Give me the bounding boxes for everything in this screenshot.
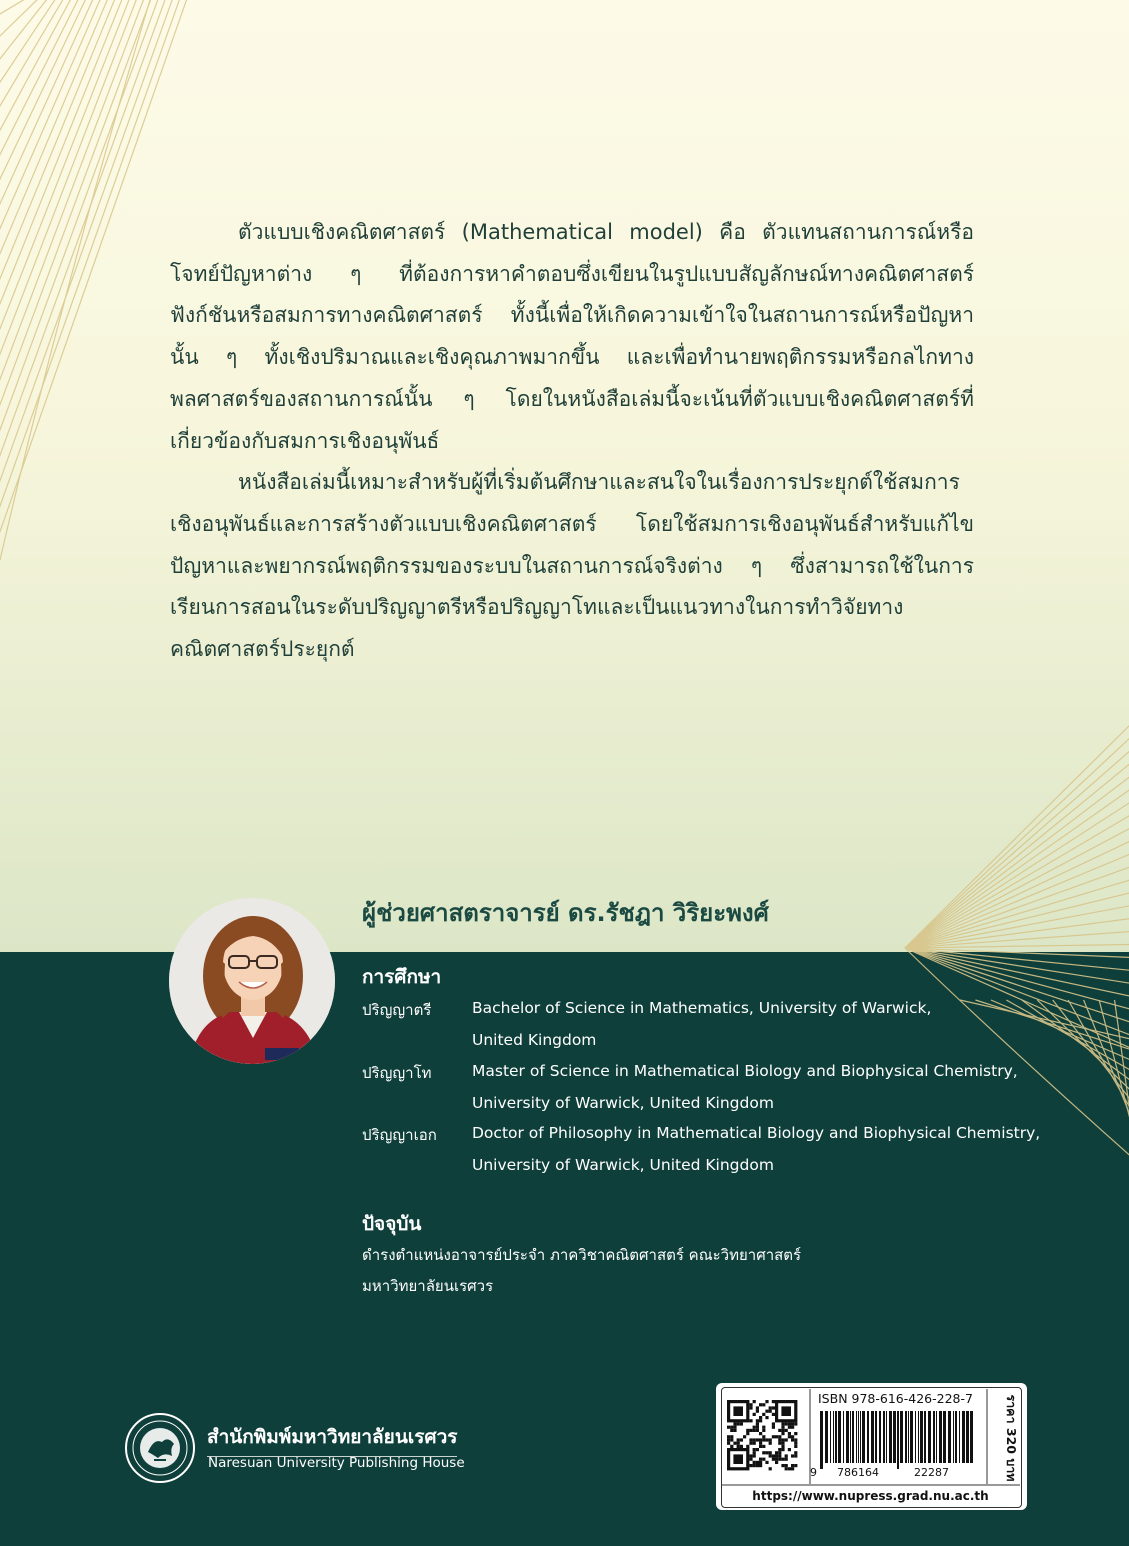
current-position-heading: ปัจจุบัน	[362, 1213, 422, 1235]
degree-level-doctor: ปริญญาเอก	[362, 1126, 437, 1144]
degree-bachelor-line1: Bachelor of Science in Mathematics, University of Warwick,	[472, 999, 932, 1017]
degree-master-line1: Master of Science in Mathematical Biology and Biophysical Chemistry,	[472, 1062, 1018, 1080]
description-paragraph-1: ตัวแบบเชิงคณิตศาสตร์ (Mathematical model) คือ ตัวแทนสถานการณ์หรือโจทย์ปัญหาต่าง ๆ ที่ต้องการหาคำตอบซึ่งเขียนในรูปแบบสัญลักษณ์ทางคณิตศาสตร์ ฟังก์ชันหรือสมการทางคณิตศาสตร์ ทั้งนี้เพื่อให้เกิดความเข้าใจในสถานการณ์หรือปัญหานั้น ๆ ทั้งเชิงปริมาณและเชิงคุณภาพมากขึ้น และเพื่อทำนายพฤติกรรมหรือกลไกทางพลศาสตร์ของสถานการณ์นั้น ๆ โดยในหนังสือเล่มนี้จะเน้นที่ตัวแบบเชิงคณิตศาสตร์ที่เกี่ยวข้องกับสมการเชิงอนุพันธ์	[170, 220, 974, 453]
barcode-bars-icon	[820, 1411, 973, 1469]
publisher-url: https://www.nupress.grad.nu.ac.th	[752, 1489, 989, 1503]
qr-code-icon	[727, 1400, 797, 1470]
author-name: ผู้ช่วยศาสตราจารย์ ดร.รัชฎา วิริยะพงศ์	[362, 899, 769, 927]
education-heading: การศึกษา	[362, 966, 442, 988]
current-position-line2: มหาวิทยาลัยนเรศวร	[362, 1277, 494, 1295]
publisher-name-english: Naresuan University Publishing House	[208, 1455, 465, 1471]
degree-bachelor-line2: United Kingdom	[472, 1030, 597, 1049]
price-text: ราคา 320 บาท	[1004, 1394, 1019, 1482]
publisher-name-thai: สำนักพิมพ์มหาวิทยาลัยนเรศวร	[207, 1422, 457, 1457]
price-label	[1001, 1395, 1021, 1481]
degree-doctor-line1: Doctor of Philosophy in Mathematical Biology and Biophysical Chemistry,	[472, 1124, 1041, 1142]
barcode-digits-right: 22287	[914, 1466, 949, 1479]
degree-doctor-line2: University of Warwick, United Kingdom	[472, 1155, 774, 1174]
barcode-digit-first: 9	[810, 1466, 817, 1479]
degree-level-bachelor: ปริญญาตรี	[362, 1001, 432, 1019]
degree-level-master: ปริญญาโท	[362, 1064, 432, 1082]
degree-master-line2: University of Warwick, United Kingdom	[472, 1093, 774, 1112]
description-paragraph-2: หนังสือเล่มนี้เหมาะสำหรับผู้ที่เริ่มต้นศึกษาและสนใจในเรื่องการประยุกต์ใช้สมการเชิงอนุพันธ์และการสร้างตัวแบบเชิงคณิตศาสตร์ โดยใช้สมการเชิงอนุพันธ์สำหรับแก้ไขปัญหาและพยากรณ์พฤติกรรมของระบบในสถานการณ์จริงต่าง ๆ ซึ่งสามารถใช้ในการเรียนการสอนในระดับปริญญาตรีหรือปริญญาโทและเป็นแนวทางในการทำวิจัยทางคณิตศาสตร์ประยุกต์	[170, 470, 974, 662]
current-position-line1: ดำรงตำแหน่งอาจารย์ประจำ ภาควิชาคณิตศาสตร์ คณะวิทยาศาสตร์	[362, 1246, 802, 1264]
barcode-digits-left: 786164	[837, 1466, 879, 1479]
isbn-number: ISBN 978-616-426-228-7	[818, 1391, 973, 1406]
